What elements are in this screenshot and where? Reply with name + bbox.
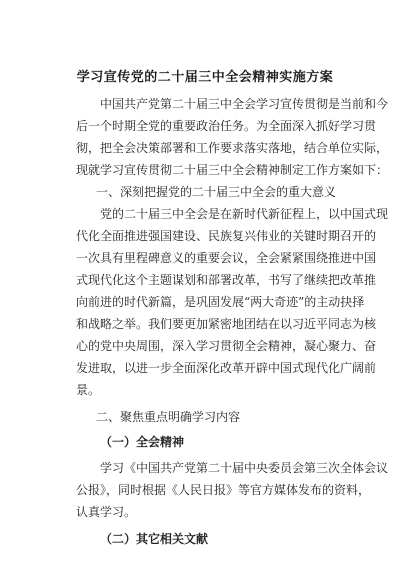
subsection-1-line-2: 公报》，同时根据《人民日报》等官方媒体发布的资料， (76, 483, 371, 497)
section-1-line-4: 式现代化这个主题谋划和部署改革，书写了继续把改革推 (76, 273, 377, 287)
section-1-line-3: 一次具有里程碑意义的重要会议，全会紧紧围绕推进中国 (76, 251, 377, 265)
section-1-line-9: 景。 (76, 383, 101, 397)
section-1-line-5: 向前进的时代新篇，是巩固发展“两大奇迹”的主动抉择 (76, 295, 365, 309)
section-1-line-8: 发进取，以进一步全面深化改革开辟中国式现代化广阔前 (76, 361, 377, 375)
intro-line-2: 后一个时期全党的重要政治任务。为全面深入抓好学习贯 (76, 119, 377, 133)
subsection-2-heading: （二）其它相关文献 (100, 532, 209, 546)
intro-line-1: 中国共产党第二十届三中全会学习宣传贯彻是当前和今 (100, 97, 389, 111)
section-1-line-7: 心的党中央周围，深入学习贯彻全会精神，凝心聚力、奋 (76, 339, 377, 353)
document-title: 学习宣传党的二十届三中全会精神实施方案 (76, 70, 334, 85)
intro-line-4: 现就学习宣传贯彻二十届三中全会精神制定工作方案如下： (76, 163, 389, 177)
section-1-heading: 一、深刻把握党的二十届三中全会的重大意义 (96, 185, 337, 199)
section-1-line-6: 和战略之举。我们要更加紧密地团结在以习近平同志为核 (76, 317, 377, 331)
subsection-1-heading: （一）全会精神 (100, 435, 185, 449)
section-1-line-2: 代化全面推进强国建设、民族复兴伟业的关键时期召开的 (76, 229, 377, 243)
intro-line-3: 彻，把全会决策部署和工作要求落实落地，结合单位实际， (76, 141, 389, 155)
subsection-1-line-3: 认真学习。 (76, 505, 137, 519)
subsection-1-line-1: 学习《中国共产党第二十届中央委员会第三次全体会议 (100, 461, 389, 475)
section-2-heading: 二、聚焦重点明确学习内容 (96, 410, 241, 424)
section-1-line-1: 党的二十届三中全会是在新时代新征程上，以中国式现 (100, 207, 389, 221)
